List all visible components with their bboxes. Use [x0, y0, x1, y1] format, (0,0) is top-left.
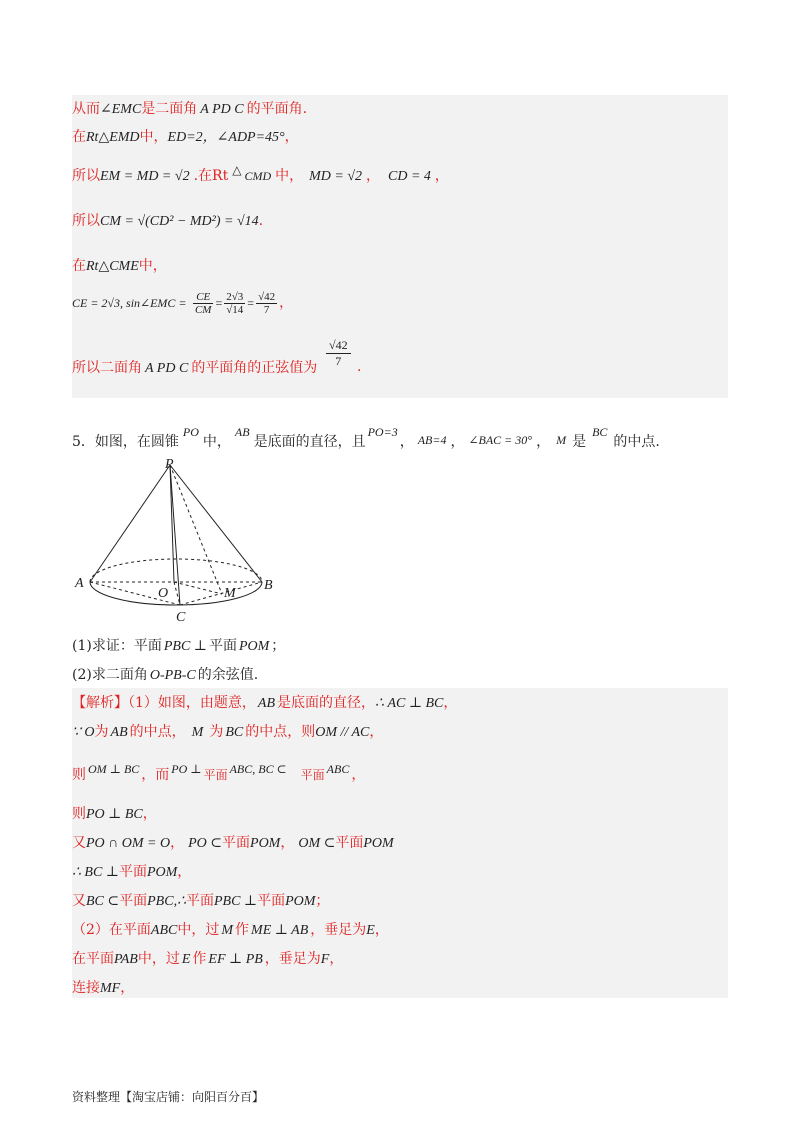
edge-PA — [90, 465, 170, 582]
b2-line-8: （2）在平面ABC中，过 M 作 ME ⊥ AB ，垂足为E， — [72, 922, 389, 938]
label-M: M — [224, 586, 236, 601]
fraction-sqrt42-7: $\frac{√42}{7}$ — [258, 290, 276, 316]
label-B: B — [264, 578, 273, 593]
b2-line-3: 则 OM ⊥ BC ，而 PO ⊥ 平面 ABC, BC ⊂ 平面 ABC ， — [72, 762, 366, 783]
b1-line-5: 在Rt△CME中， — [72, 258, 167, 274]
label-A: A — [75, 576, 84, 591]
b1-line-3: 所以EM = MD = √2 .在Rt △ CMD 中， MD = √2 ， CD = 4 ， — [72, 163, 449, 184]
label-C: C — [176, 610, 186, 625]
b1-line-6: CE = 2√3, sin∠EMC = $\frac{CE}{CM}$ = $\frac{2√3}{√14}$ = $\frac{√42}{7}$ ， — [72, 290, 294, 316]
edge-PO — [170, 465, 174, 582]
edge-PB — [170, 465, 262, 582]
cone-figure — [70, 455, 280, 625]
b2-line-6: ∴ BC ⊥平面POM， — [72, 864, 192, 880]
label-P: P — [165, 457, 174, 472]
problem-5-statement: 5．如图，在圆锥PO中，AB是底面的直径，且PO=3， AB=4 ， ∠BAC = 30° ， M 是BC的中点. — [72, 425, 660, 450]
b2-line-7: 又BC ⊂平面PBC,∴平面PBC ⊥平面POM； — [72, 893, 330, 909]
answer-fraction: √42 7 — [326, 338, 351, 369]
b1-line-2: 在Rt△EMD中，ED=2，∠ADP=45°， — [72, 129, 299, 145]
b2-line-5: 又PO ∩ OM = O， PO ⊂平面POM， OM ⊂平面POM — [72, 835, 394, 851]
label-O: O — [158, 586, 169, 601]
b1-line-7: 所以二面角 A PD C 的平面角的正弦值为 — [72, 360, 318, 376]
cone-base-back-arc — [90, 559, 262, 582]
b2-line-2: ∵ O为 AB 的中点， M 为 BC 的中点，则OM // AC， — [72, 724, 384, 740]
question-2: (2)求二面角 O-PB-C 的余弦值. — [72, 667, 259, 683]
b1-line-1: 从而∠EMC是二面角 A PD C 的平面角. — [72, 101, 308, 117]
b2-line-1: 【解析】（1）如图，由题意， AB 是底面的直径，∴ AC ⊥ BC， — [72, 695, 458, 711]
b1-line-4: 所以CM = √(CD² − MD²) = √14. — [72, 213, 264, 229]
cone-base-front-arc — [90, 582, 262, 605]
fraction-2sqrt3-sqrt14: $\frac{2√3}{√14}$ — [226, 290, 244, 316]
b2-line-10: 连接MF， — [72, 980, 135, 996]
question-1: (1)求证：平面 PBC ⊥ 平面 POM ； — [72, 638, 286, 654]
fraction-ce-cm: $\frac{CE}{CM}$ — [194, 290, 212, 316]
b2-line-9: 在平面PAB中，过 E 作 EF ⊥ PB ，垂足为F， — [72, 951, 344, 967]
b2-line-4: 则PO ⊥ BC， — [72, 806, 157, 822]
segment-OM — [174, 582, 222, 594]
page-footer: 资料整理【淘宝店铺：向阳百分百】 — [72, 1090, 265, 1104]
answer-period: . — [357, 359, 362, 375]
